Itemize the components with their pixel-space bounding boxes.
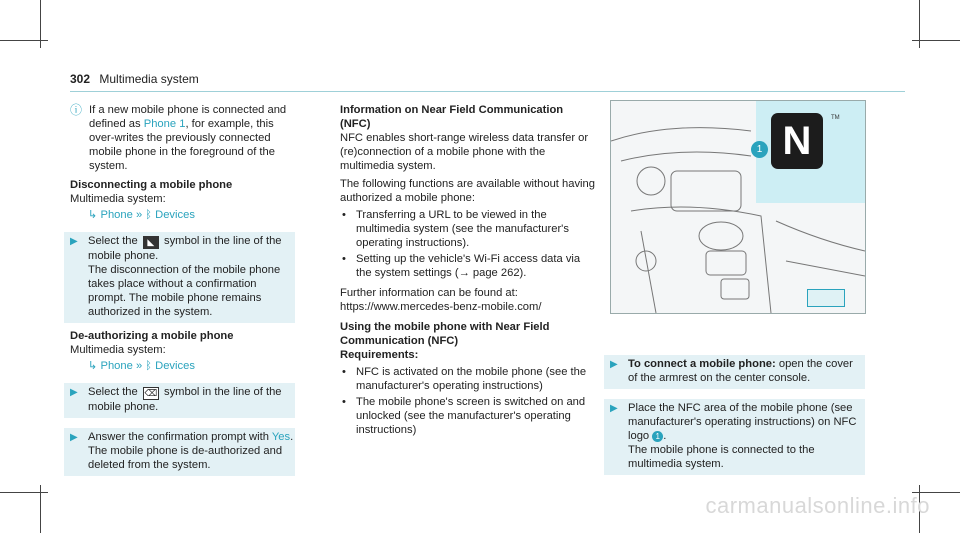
menu-path-arrow-icon: ↳: [88, 360, 98, 372]
step-confirm: [64, 428, 295, 476]
menu-path: [70, 359, 295, 373]
step-text-2: .: [663, 430, 667, 442]
step-text: open the cover of the armrest on the center console.: [628, 358, 853, 384]
paragraph: NFC enables short-range wireless data transfer or (re)connection of a mobile phone with the multimedia system.: [340, 132, 589, 172]
callout-1-inline: 1: [652, 431, 663, 442]
list-item: [340, 252, 595, 280]
step-triangle-icon: ▶: [70, 432, 78, 443]
page-number: 302: [70, 72, 91, 86]
nfc-info-heading: Information on Near Field Communication (NFC): [340, 104, 564, 130]
step-bold: To connect a mobile phone:: [628, 358, 776, 370]
step-text-2: symbol in the line of the mobile phone.: [88, 386, 282, 413]
list-item-text: Transferring a URL to be viewed in the multimedia system (see the manufacturer's operating instructions).: [356, 209, 569, 249]
path-phone: Phone: [100, 360, 133, 372]
step-select-delete: [64, 383, 295, 418]
crop-mark: [912, 40, 960, 41]
double-chevron-icon: »: [135, 209, 143, 221]
yes-label: Yes: [271, 431, 291, 443]
list-item: [340, 365, 595, 393]
list-item: [340, 208, 595, 250]
step-triangle-icon: ▶: [70, 387, 78, 398]
crop-mark: [0, 40, 48, 41]
step-text: Select the: [88, 235, 141, 247]
step-result: The mobile phone is de-authorized and deleted from the system.: [88, 445, 283, 471]
menu-path-arrow-icon: ↳: [88, 209, 98, 221]
double-chevron-icon: »: [135, 360, 143, 372]
nfc-use-heading: Using the mobile phone with Near Field Communication (NFC): [340, 321, 550, 347]
bluetooth-icon: ᛒ: [145, 360, 153, 372]
disconnect-heading: Disconnecting a mobile phone: [70, 179, 233, 191]
system-label: Multimedia system:: [70, 344, 166, 356]
info-note: [70, 103, 295, 173]
header-divider: [70, 91, 905, 92]
info-icon: ⓘ: [70, 103, 83, 117]
disconnect-symbol-icon: ◣: [143, 236, 159, 249]
function-list: [340, 208, 595, 280]
bullet-icon: •: [342, 396, 346, 408]
page-header: [70, 72, 199, 86]
bullet-icon: •: [342, 209, 346, 221]
column-middle: [340, 103, 595, 443]
delete-symbol-icon: ⌫: [144, 388, 158, 398]
phone-1-label: Phone 1: [143, 118, 186, 130]
watermark: carmanualsonline.info: [705, 493, 930, 518]
column-left: [70, 103, 295, 482]
requirement-list: [340, 365, 595, 437]
bullet-icon: •: [342, 366, 346, 378]
list-item-text: NFC is activated on the mobile phone (see the manufacturer's operating instructions): [356, 366, 587, 392]
crop-mark: [0, 492, 48, 493]
step-text: Place the NFC area of the mobile phone (see manufacturer's operating instructions) on NFC logo: [628, 402, 857, 442]
list-item: [340, 395, 595, 437]
step-text-2: symbol in the line of the mobile phone.: [88, 235, 282, 262]
console-illustration: [610, 100, 866, 314]
step-result: The mobile phone is connected to the multimedia system.: [628, 444, 815, 470]
step-result: The disconnection of the mobile phone takes place without a confirmation prompt. The mobile phone remains authorized in the system.: [88, 264, 281, 318]
nfc-logo-icon: N: [771, 113, 823, 169]
paragraph: The following functions are available without having authorized a mobile phone:: [340, 178, 595, 204]
step-text-2: .: [290, 431, 294, 443]
step-open-cover: [604, 355, 865, 389]
step-place-phone: [604, 399, 865, 475]
note-text-2: , for example, this over-writes the previously connected mobile phone in the foreground of the system.: [89, 118, 275, 172]
deauth-heading: De-authorizing a mobile phone: [70, 330, 234, 342]
system-label: Multimedia system:: [70, 193, 166, 205]
menu-path: [70, 208, 295, 222]
nfc-area-marker: [807, 289, 845, 307]
path-devices: Devices: [155, 360, 195, 372]
step-text: Select the: [88, 386, 141, 398]
step-disconnect: [64, 232, 295, 323]
bullet-icon: •: [342, 253, 346, 265]
path-phone: Phone: [100, 209, 133, 221]
trademark-label: TM: [831, 115, 840, 121]
callout-1: 1: [751, 141, 768, 158]
paragraph: Further information can be found at: https://www.mercedes-benz-mobile.com/: [340, 287, 542, 313]
list-item-text: Setting up the vehicle's Wi-Fi access data via the system settings (→ page 262).: [356, 253, 581, 279]
step-triangle-icon: ▶: [610, 359, 618, 370]
section-title: Multimedia system: [99, 72, 199, 86]
column-right: [610, 355, 865, 481]
step-triangle-icon: ▶: [70, 236, 78, 247]
note-text: If a new mobile phone is connected and defined as: [89, 104, 287, 130]
bluetooth-icon: ᛒ: [145, 209, 153, 221]
list-item-text: The mobile phone's screen is switched on and unlocked (see the manufacturer's operating instructions): [356, 396, 586, 436]
step-text: Answer the confirmation prompt with: [88, 431, 272, 443]
step-triangle-icon: ▶: [610, 403, 618, 414]
path-devices: Devices: [155, 209, 195, 221]
requirements-label: Requirements:: [340, 349, 419, 361]
